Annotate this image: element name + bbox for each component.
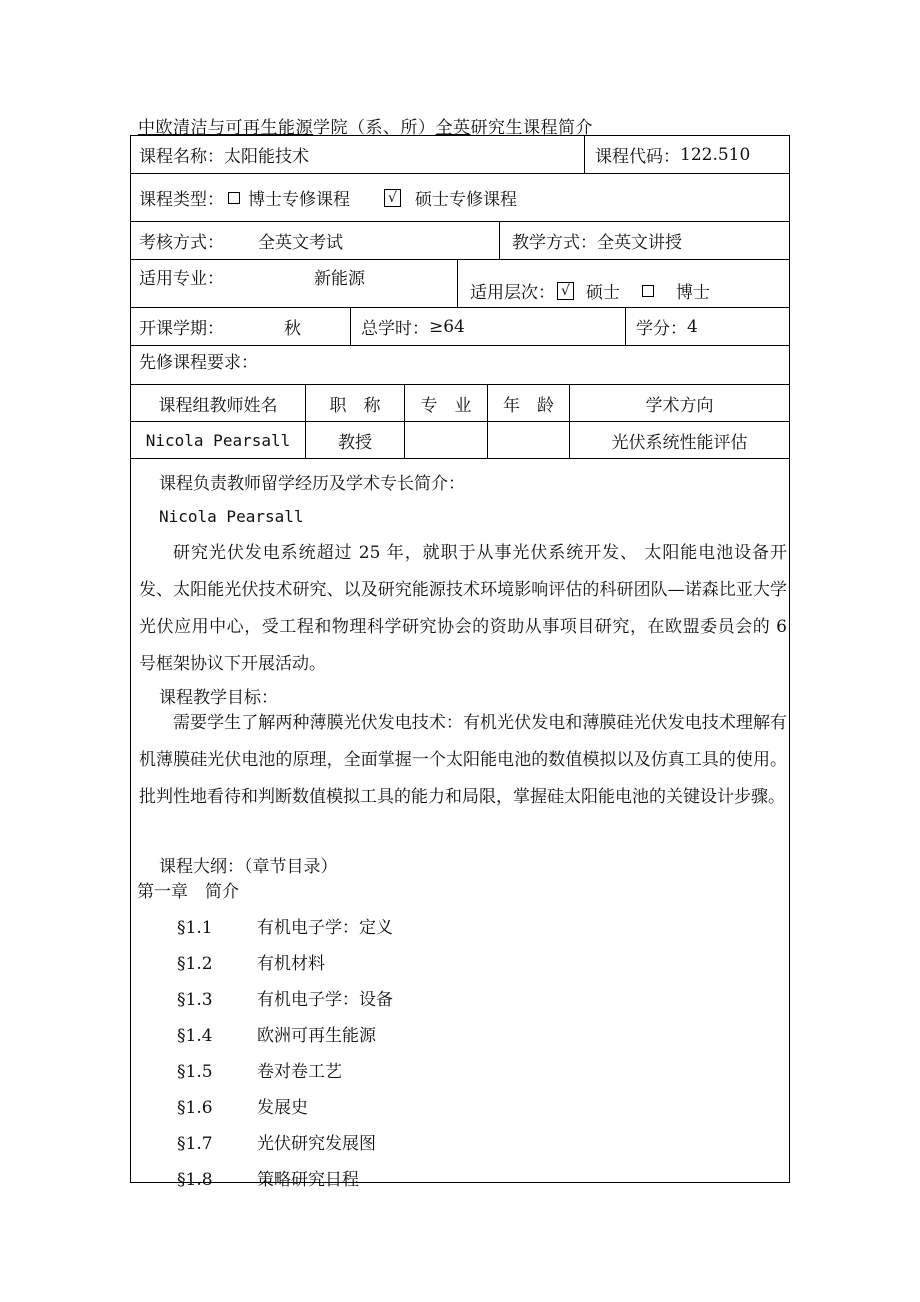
list-item bbox=[177, 1165, 359, 1190]
outline-heading: 课程大纲：（章节目录） bbox=[159, 857, 338, 877]
exam-method-label: 考核方式： bbox=[139, 233, 224, 253]
course-code-value: 122.510 bbox=[680, 144, 751, 165]
bio-paragraph: 研究光伏发电系统超过 25 年，就职于从事光伏系统开发、 太阳能电池设备开发、太阳能光伏技术研究、以及研究能源技术环境影响评估的科研团队—诺森比亚大学光伏应用中心，受工程和物理科学研究协会的资助从事项目研究，在欧盟委员会的 6 号框架协议下开展活动。 bbox=[139, 543, 787, 674]
prerequisites-cell bbox=[139, 346, 779, 384]
teacher-title: 教授 bbox=[305, 422, 404, 458]
course-type-label: 课程类型： bbox=[139, 190, 224, 210]
teacher-age bbox=[487, 422, 569, 458]
major-value: 新能源 bbox=[314, 269, 365, 289]
hours-value: ≥64 bbox=[429, 316, 465, 337]
doctoral-level-checkbox[interactable] bbox=[642, 285, 654, 297]
master-level-label: 硕士 bbox=[586, 283, 620, 303]
row-course-type bbox=[131, 174, 789, 222]
term-value: 秋 bbox=[284, 319, 301, 339]
bio-heading: 课程负责教师留学经历及学术专长简介： bbox=[159, 474, 465, 494]
section-number: §1.6 bbox=[177, 1098, 213, 1118]
section-title: 光伏研究发展图 bbox=[257, 1134, 376, 1154]
list-item bbox=[177, 913, 393, 938]
goal-paragraph: 需要学生了解两种薄膜光伏发电技术：有机光伏发电和薄膜硅光伏发电技术理解有机薄膜硅光伏电池的原理，全面掌握一个太阳能电池的数值模拟以及仿真工具的使用。批判性地看待和判断数值模拟工具的能力和局限，掌握硅太阳能电池的关键设计步骤。 bbox=[139, 713, 787, 807]
section-title: 有机电子学：定义 bbox=[257, 918, 393, 938]
list-item bbox=[177, 1057, 342, 1082]
level-cell bbox=[457, 260, 789, 307]
goal-heading: 课程教学目标： bbox=[159, 688, 278, 708]
master-course-checkbox[interactable] bbox=[384, 189, 401, 207]
list-item bbox=[177, 1021, 376, 1046]
title-part4: 研究生课程简介 bbox=[470, 118, 593, 138]
teacher-table-header bbox=[131, 385, 789, 422]
course-name-value: 太阳能技术 bbox=[224, 147, 309, 167]
credit-cell bbox=[625, 308, 789, 345]
credit-label: 学分： bbox=[636, 319, 687, 339]
exam-method-cell bbox=[139, 222, 494, 259]
doctoral-course-checkbox[interactable] bbox=[228, 192, 240, 204]
master-course-label: 硕士专修课程 bbox=[415, 190, 517, 210]
teaching-method-cell bbox=[499, 222, 789, 259]
hours-cell bbox=[350, 308, 625, 345]
course-info-table bbox=[130, 135, 790, 1190]
section-number: §1.2 bbox=[177, 954, 213, 974]
row-name-code bbox=[131, 136, 789, 174]
section-title: 欧洲可再生能源 bbox=[257, 1026, 376, 1046]
section-number: §1.3 bbox=[177, 990, 213, 1010]
hours-label: 总学时： bbox=[361, 319, 429, 339]
list-item bbox=[177, 1093, 308, 1118]
section-title: 有机材料 bbox=[257, 954, 325, 974]
master-level-checkbox[interactable] bbox=[557, 282, 574, 300]
section-number: §1.1 bbox=[177, 918, 213, 938]
chapter-title: 第一章 简介 bbox=[137, 882, 239, 902]
prerequisites-label: 先修课程要求： bbox=[139, 353, 258, 373]
title-part2: 学院（系、所） bbox=[313, 118, 436, 138]
check-mark-icon: √ bbox=[388, 189, 397, 206]
title-part1: 中欧清洁与可再生能源 bbox=[138, 118, 313, 138]
level-label: 适用层次： bbox=[470, 283, 555, 303]
course-type-cell bbox=[139, 174, 779, 221]
teacher-research-direction: 光伏系统性能评估 bbox=[569, 422, 789, 458]
term-label: 开课学期： bbox=[139, 319, 224, 339]
section-number: §1.8 bbox=[177, 1170, 213, 1190]
major-cell bbox=[139, 260, 454, 307]
major-label: 适用专业： bbox=[139, 269, 224, 289]
header-major: 专 业 bbox=[404, 385, 487, 421]
teacher-major bbox=[404, 422, 487, 458]
exam-method-value: 全英文考试 bbox=[258, 233, 343, 253]
section-title: 策略研究日程 bbox=[257, 1170, 359, 1190]
header-research-direction: 学术方向 bbox=[569, 385, 789, 421]
row-major-level bbox=[131, 260, 789, 308]
course-code-label: 课程代码： bbox=[595, 147, 680, 167]
section-title: 发展史 bbox=[257, 1098, 308, 1118]
doctoral-course-label: 博士专修课程 bbox=[248, 190, 350, 210]
term-cell bbox=[139, 308, 349, 345]
title-part3: 全英 bbox=[435, 118, 471, 138]
header-age: 年 龄 bbox=[487, 385, 569, 421]
course-name-label: 课程名称： bbox=[139, 147, 224, 167]
section-number: §1.4 bbox=[177, 1026, 213, 1046]
list-item bbox=[177, 949, 325, 974]
teaching-method-value: 全英文讲授 bbox=[597, 233, 682, 253]
course-name-cell bbox=[139, 136, 579, 173]
course-code-cell bbox=[584, 136, 789, 173]
bio-name: Nicola Pearsall bbox=[159, 507, 304, 526]
credit-value: 4 bbox=[687, 316, 698, 337]
section-number: §1.5 bbox=[177, 1062, 213, 1082]
section-number: §1.7 bbox=[177, 1134, 213, 1154]
table-row bbox=[131, 422, 789, 459]
teaching-method-label: 教学方式： bbox=[512, 233, 597, 253]
list-item bbox=[177, 985, 393, 1010]
header-title: 职 称 bbox=[305, 385, 404, 421]
teacher-name: Nicola Pearsall bbox=[145, 430, 291, 450]
row-exam-teaching bbox=[131, 222, 789, 260]
section-title: 有机电子学：设备 bbox=[257, 990, 393, 1010]
section-title: 卷对卷工艺 bbox=[257, 1062, 342, 1082]
row-term-hours-credit bbox=[131, 308, 789, 346]
header-teacher-name: 课程组教师姓名 bbox=[158, 395, 278, 416]
check-mark-icon: √ bbox=[561, 282, 570, 299]
doctoral-level-label: 博士 bbox=[676, 283, 710, 303]
list-item bbox=[177, 1129, 376, 1154]
row-prerequisites bbox=[131, 346, 789, 385]
